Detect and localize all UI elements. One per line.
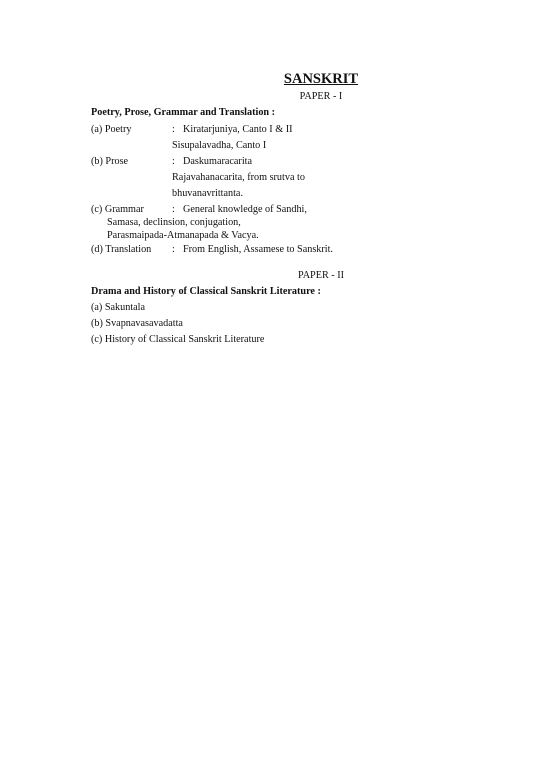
paper-2-heading: PAPER - II <box>297 270 345 281</box>
poetry-value: Kiratarjuniya, Canto I & II <box>183 124 293 135</box>
prose-label: (b) Prose <box>91 156 129 167</box>
list-item: (b) Svapnavasavadatta <box>91 318 183 329</box>
translation-value: From English, Assamese to Sanskrit. <box>183 244 333 255</box>
paper-1-heading: PAPER - I <box>299 91 343 102</box>
prose-value-3: bhuvanavrittanta. <box>172 188 244 199</box>
grammar-colon: : <box>172 204 175 215</box>
poetry-colon: : <box>172 124 175 135</box>
grammar-value: General knowledge of Sandhi, <box>183 204 307 215</box>
poetry-value-2: Sisupalavadha, Canto I <box>172 140 267 151</box>
prose-value-2: Rajavahanacarita, from srutva to <box>172 172 305 183</box>
paper-1-subheading: Poetry, Prose, Grammar and Translation : <box>91 107 276 118</box>
translation-label: (d) Translation <box>91 244 152 255</box>
poetry-label: (a) Poetry <box>91 124 132 135</box>
list-item: (a) Sakuntala <box>91 302 146 313</box>
translation-colon: : <box>172 244 175 255</box>
paper-2-subheading: Drama and History of Classical Sanskrit Literature : <box>91 286 321 297</box>
list-item: (c) History of Classical Sanskrit Literature <box>91 334 265 345</box>
grammar-label: (c) Grammar <box>91 204 144 215</box>
prose-value: Daskumaracarita <box>183 156 253 167</box>
prose-colon: : <box>172 156 175 167</box>
grammar-line-3: Parasmaipada-Atmanapada & Vacya. <box>107 230 259 241</box>
document-title: SANSKRIT <box>283 71 359 87</box>
grammar-line-2: Samasa, declinsion, conjugation, <box>107 217 241 228</box>
